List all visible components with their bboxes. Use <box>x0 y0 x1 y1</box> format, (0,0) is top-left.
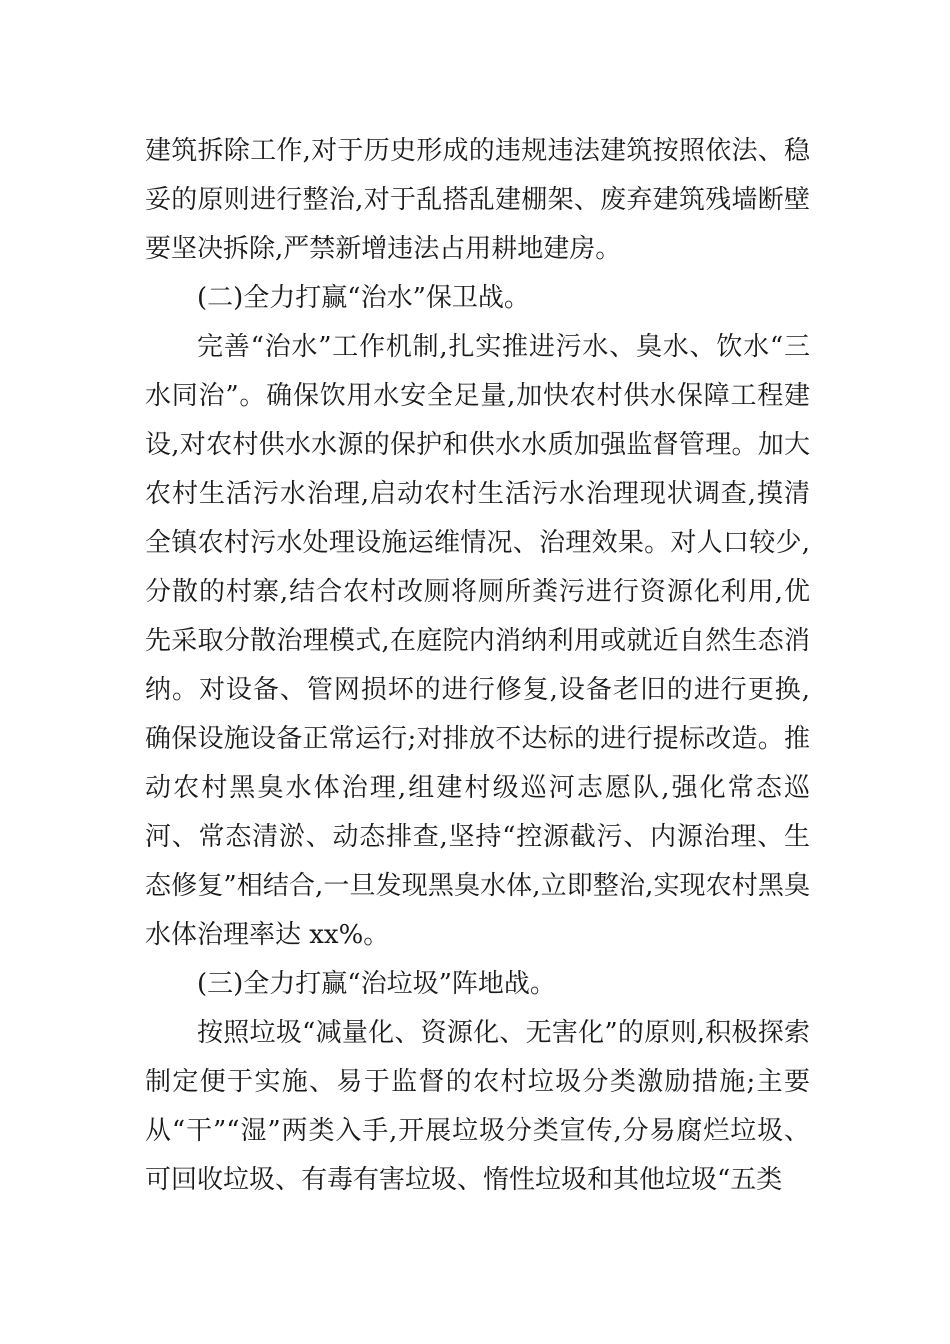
paragraph-building-demolition: 建筑拆除工作,对于历史形成的违规违法建筑按照依法、稳妥的原则进行整治,对于乱搭乱建棚架、废弃建筑残墙断壁要坚决拆除,严禁新增违法占用耕地建房。 <box>145 136 810 264</box>
heading-water-governance: (二)全力打赢“治水”保卫战。 <box>197 283 530 313</box>
paragraph-garbage-governance: 按照垃圾“减量化、资源化、无害化”的原则,积极探索制定便于实施、易于监督的农村垃圾分类激励措施;主要从“干”“湿”两类入手,开展垃圾分类宣传,分易腐烂垃圾、可回收垃圾、有毒有害垃圾、惰性垃圾和其他垃圾“五类 <box>145 1018 810 1195</box>
paragraph-water-governance: 完善“治水”工作机制,扎实推进污水、臭水、饮水“三水同治”。确保饮用水安全足量,加快农村供水保障工程建设,对农村供水水源的保护和供水水质加强监督管理。加大农村生活污水治理,启动农村生活污水治理现状调查,摸清全镇农村污水处理设施运维情况、治理效果。对人口较少,分散的村寨,结合农村改厕将厕所粪污进行资源化利用,优先采取分散治理模式,在庭院内消纳利用或就近自然生态消纳。对设备、管网损坏的进行修复,设备老旧的进行更换,确保设施设备正常运行;对排放不达标的进行提标改造。推动农村黑臭水体治理,组建村级巡河志愿队,强化常态巡河、常态清淤、动态排查,坚持“控源截污、内源治理、生态修复”相结合,一旦发现黑臭水体,立即整治,实现农村黑臭水体治理率达 xx%。 <box>145 332 810 950</box>
document-body <box>145 127 810 1205</box>
heading-garbage-governance: (三)全力打赢“治垃圾”阵地战。 <box>197 969 556 999</box>
